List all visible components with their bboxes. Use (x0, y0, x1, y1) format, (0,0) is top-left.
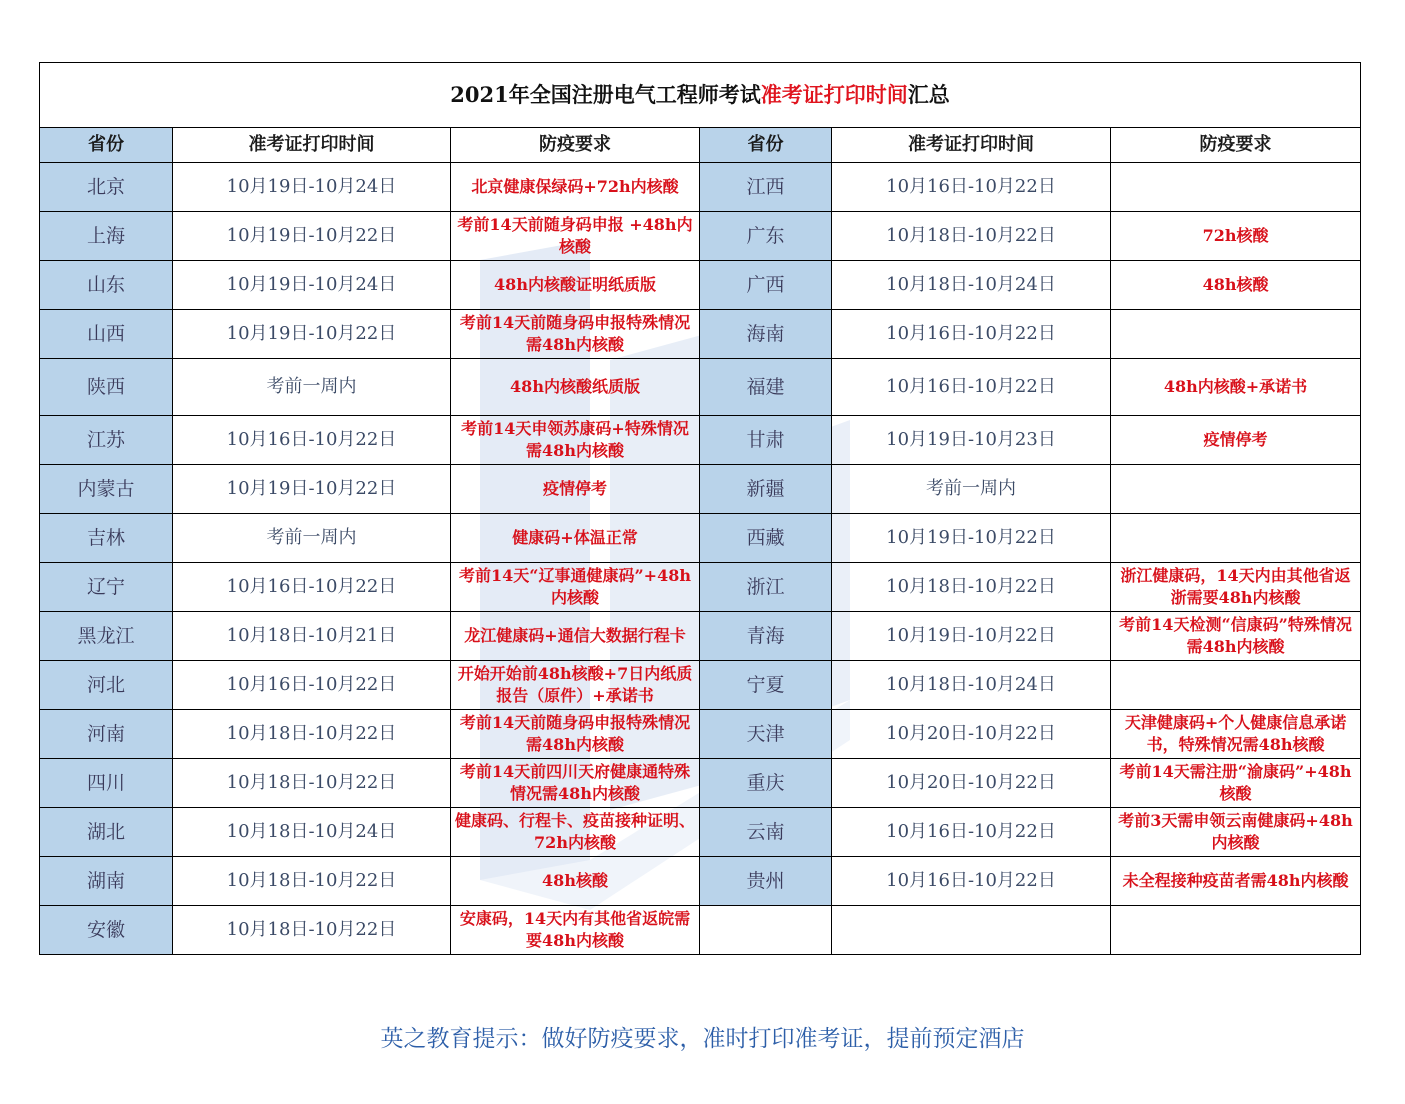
time-cell: 10月19日-10月24日 (173, 163, 451, 212)
province-cell (700, 906, 832, 955)
time-cell: 10月18日-10月21日 (173, 612, 451, 661)
requirement-cell (1111, 661, 1361, 710)
province-cell: 海南 (700, 310, 832, 359)
requirement-cell: 龙江健康码+通信大数据行程卡 (451, 612, 700, 661)
header-time-right: 准考证打印时间 (832, 128, 1111, 163)
time-cell: 10月19日-10月22日 (832, 514, 1111, 563)
time-cell: 10月18日-10月24日 (832, 261, 1111, 310)
time-cell: 考前一周内 (832, 465, 1111, 514)
time-cell (832, 906, 1111, 955)
requirement-cell: 48h核酸 (1111, 261, 1361, 310)
province-cell: 贵州 (700, 857, 832, 906)
requirement-cell: 考前14天前四川天府健康通特殊情况需48h内核酸 (451, 759, 700, 808)
requirement-cell: 开始开始前48h核酸+7日内纸质报告（原件）+承诺书 (451, 661, 700, 710)
table-row (40, 612, 1361, 661)
requirement-cell (1111, 906, 1361, 955)
header-province-right: 省份 (700, 128, 832, 163)
province-cell: 甘肃 (700, 416, 832, 465)
title-part-3: 汇总 (907, 82, 950, 107)
requirement-cell: 48h内核酸证明纸质版 (451, 261, 700, 310)
province-cell: 湖北 (40, 808, 173, 857)
province-cell: 广东 (700, 212, 832, 261)
province-cell: 河南 (40, 710, 173, 759)
province-cell: 陕西 (40, 359, 173, 416)
requirement-cell: 考前14天需注册“渝康码”+48h核酸 (1111, 759, 1361, 808)
province-cell: 宁夏 (700, 661, 832, 710)
time-cell: 10月19日-10月23日 (832, 416, 1111, 465)
time-cell: 10月18日-10月22日 (173, 857, 451, 906)
time-cell: 10月16日-10月22日 (832, 310, 1111, 359)
time-cell: 考前一周内 (173, 514, 451, 563)
time-cell: 10月18日-10月24日 (173, 808, 451, 857)
province-cell: 重庆 (700, 759, 832, 808)
time-cell: 10月18日-10月22日 (173, 759, 451, 808)
table-row (40, 212, 1361, 261)
requirement-cell (1111, 310, 1361, 359)
requirement-cell: 48h内核酸纸质版 (451, 359, 700, 416)
province-cell: 安徽 (40, 906, 173, 955)
time-cell: 10月19日-10月22日 (173, 310, 451, 359)
table-row (40, 759, 1361, 808)
table-row (40, 359, 1361, 416)
time-cell: 10月19日-10月22日 (173, 212, 451, 261)
time-cell: 10月18日-10月22日 (832, 212, 1111, 261)
time-cell: 10月16日-10月22日 (173, 661, 451, 710)
province-cell: 山东 (40, 261, 173, 310)
time-cell: 10月19日-10月24日 (173, 261, 451, 310)
requirement-cell: 北京健康保绿码+72h内核酸 (451, 163, 700, 212)
province-cell: 上海 (40, 212, 173, 261)
requirement-cell (1111, 163, 1361, 212)
table-title (40, 63, 1361, 128)
province-cell: 江苏 (40, 416, 173, 465)
province-cell: 北京 (40, 163, 173, 212)
time-cell: 10月20日-10月22日 (832, 710, 1111, 759)
time-cell: 10月16日-10月22日 (832, 163, 1111, 212)
province-cell: 新疆 (700, 465, 832, 514)
province-cell: 云南 (700, 808, 832, 857)
title-row (40, 63, 1361, 128)
table-row (40, 163, 1361, 212)
table-row (40, 661, 1361, 710)
requirement-cell: 考前14天申领苏康码+特殊情况需48h内核酸 (451, 416, 700, 465)
time-cell: 10月19日-10月22日 (173, 465, 451, 514)
header-time-left: 准考证打印时间 (173, 128, 451, 163)
province-cell: 江西 (700, 163, 832, 212)
requirement-cell (1111, 465, 1361, 514)
requirement-cell: 考前14天前随身码申报 +48h内核酸 (451, 212, 700, 261)
time-cell: 10月18日-10月22日 (173, 710, 451, 759)
title-part-1: 2021年全国注册电气工程师考试 (450, 82, 761, 107)
table-row (40, 808, 1361, 857)
header-province-left: 省份 (40, 128, 173, 163)
table-row (40, 416, 1361, 465)
province-cell: 黑龙江 (40, 612, 173, 661)
time-cell: 10月18日-10月24日 (832, 661, 1111, 710)
header-row (40, 128, 1361, 163)
province-cell: 浙江 (700, 563, 832, 612)
table-row (40, 710, 1361, 759)
requirement-cell: 48h内核酸+承诺书 (1111, 359, 1361, 416)
time-cell: 10月16日-10月22日 (832, 359, 1111, 416)
requirement-cell: 考前3天需申领云南健康码+48h内核酸 (1111, 808, 1361, 857)
time-cell: 10月16日-10月22日 (832, 857, 1111, 906)
table-row (40, 906, 1361, 955)
province-cell: 天津 (700, 710, 832, 759)
requirement-cell: 48h核酸 (451, 857, 700, 906)
time-cell: 10月20日-10月22日 (832, 759, 1111, 808)
requirement-cell: 考前14天检测“信康码”特殊情况需48h内核酸 (1111, 612, 1361, 661)
time-cell: 10月19日-10月22日 (832, 612, 1111, 661)
table-row (40, 261, 1361, 310)
requirement-cell: 健康码+体温正常 (451, 514, 700, 563)
requirement-cell: 健康码、行程卡、疫苗接种证明、72h内核酸 (451, 808, 700, 857)
province-cell: 广西 (700, 261, 832, 310)
time-cell: 10月16日-10月22日 (832, 808, 1111, 857)
province-cell: 湖南 (40, 857, 173, 906)
requirement-cell: 考前14天前随身码申报特殊情况需48h内核酸 (451, 710, 700, 759)
time-cell: 考前一周内 (173, 359, 451, 416)
table-row (40, 310, 1361, 359)
requirement-cell: 72h核酸 (1111, 212, 1361, 261)
header-requirement-right: 防疫要求 (1111, 128, 1361, 163)
table-row (40, 465, 1361, 514)
table-row (40, 857, 1361, 906)
province-cell: 福建 (700, 359, 832, 416)
time-cell: 10月16日-10月22日 (173, 563, 451, 612)
province-cell: 西藏 (700, 514, 832, 563)
requirement-cell: 疫情停考 (1111, 416, 1361, 465)
requirement-cell (1111, 514, 1361, 563)
requirement-cell: 浙江健康码，14天内由其他省返浙需要48h内核酸 (1111, 563, 1361, 612)
title-part-2: 准考证打印时间 (760, 82, 908, 107)
province-cell: 内蒙古 (40, 465, 173, 514)
header-requirement-left: 防疫要求 (451, 128, 700, 163)
requirement-cell: 安康码，14天内有其他省返皖需要48h内核酸 (451, 906, 700, 955)
print-time-table (39, 62, 1361, 955)
province-cell: 山西 (40, 310, 173, 359)
province-cell: 河北 (40, 661, 173, 710)
time-cell: 10月18日-10月22日 (832, 563, 1111, 612)
province-cell: 青海 (700, 612, 832, 661)
province-cell: 辽宁 (40, 563, 173, 612)
time-cell: 10月16日-10月22日 (173, 416, 451, 465)
table-row (40, 563, 1361, 612)
table-row (40, 514, 1361, 563)
requirement-cell: 疫情停考 (451, 465, 700, 514)
requirement-cell: 考前14天“辽事通健康码”+48h内核酸 (451, 563, 700, 612)
time-cell: 10月18日-10月22日 (173, 906, 451, 955)
province-cell: 四川 (40, 759, 173, 808)
footer-tip: 英之教育提示：做好防疫要求，准时打印准考证，提前预定酒店 (380, 1026, 1025, 1052)
requirement-cell: 考前14天前随身码申报特殊情况需48h内核酸 (451, 310, 700, 359)
requirement-cell: 未全程接种疫苗者需48h内核酸 (1111, 857, 1361, 906)
requirement-cell: 天津健康码+个人健康信息承诺书，特殊情况需48h核酸 (1111, 710, 1361, 759)
province-cell: 吉林 (40, 514, 173, 563)
